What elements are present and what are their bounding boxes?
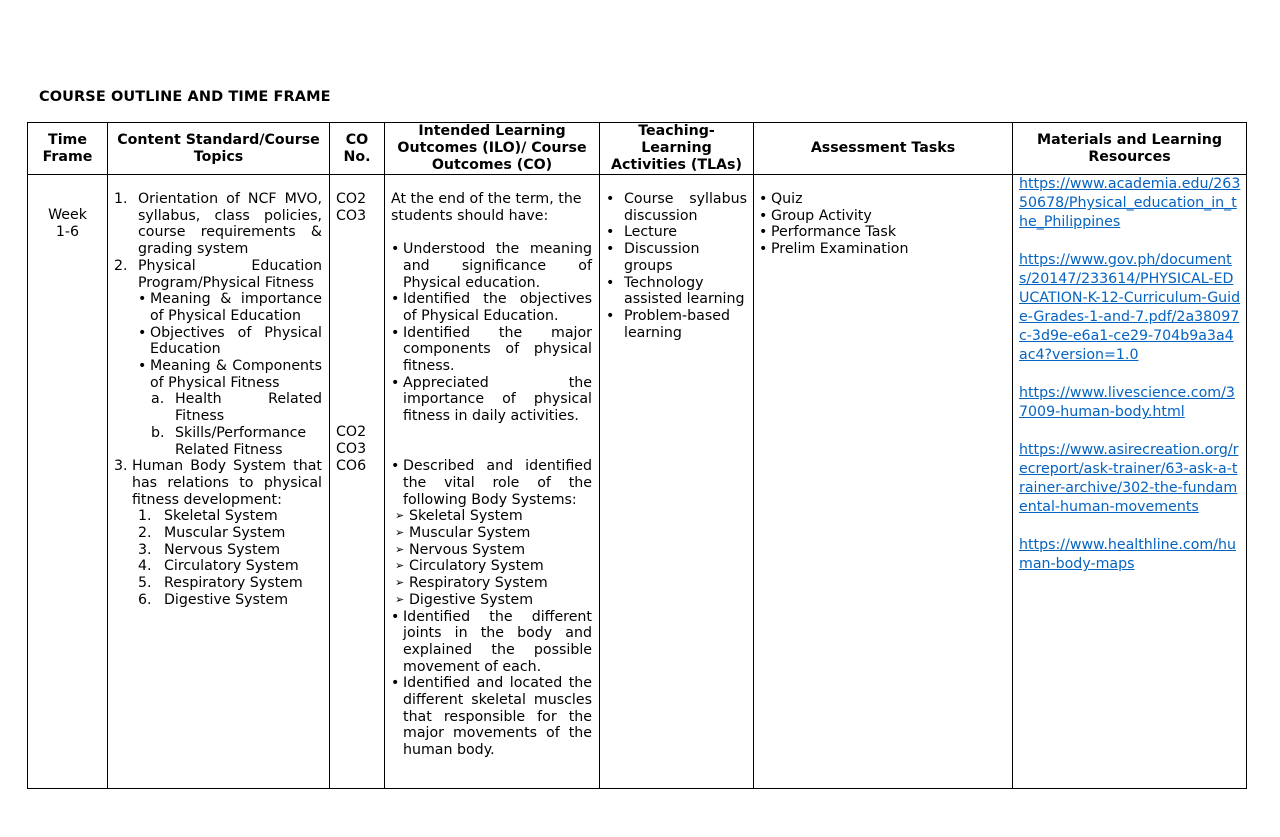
co-value: CO3 (336, 207, 367, 224)
ilo-item: • Described and identified the vital role of the following Body Systems: (391, 458, 592, 508)
ilo-system-item: ➢ Muscular System (395, 525, 531, 542)
bullet-icon: • (759, 224, 768, 241)
header-ilo: Intended Learning Outcomes (ILO)/ Course Outcomes (CO) (385, 123, 600, 175)
ilo-item: • Identified the objectives of Physical Education. (391, 291, 592, 324)
header-time-frame: Time Frame (28, 123, 108, 175)
topic-subitem: 3. Nervous System (138, 541, 281, 558)
resource-link[interactable]: https://www.asirecreation.org/recreport/ask-trainer/63-ask-a-trainer-archive/302-the-fundamental-human-movements (1019, 442, 1239, 515)
topic-subitem: 2. Muscular System (138, 525, 286, 542)
resource-link[interactable]: https://www.livescience.com/37009-human-body.html (1019, 385, 1235, 420)
assessment-cell (754, 175, 1013, 789)
topic-subitem: 4. Circulatory System (138, 558, 299, 575)
co-cell (330, 175, 385, 789)
ilo-item: • Identified the major components of physical fitness. (391, 324, 592, 375)
arrow-bullet-icon: ➢ (395, 592, 405, 606)
bullet-icon: • (606, 224, 615, 241)
subtopic-item: b. Skills/Performance Related Fitness (151, 424, 307, 458)
arrow-bullet-icon: ➢ (395, 526, 405, 540)
materials-cell (1013, 175, 1247, 789)
time-frame-value: Week 1-6 (48, 207, 87, 240)
bullet-icon: • (391, 608, 400, 625)
bullet-icon: • (606, 274, 615, 291)
resource-link[interactable]: https://www.gov.ph/documents/20147/233614/PHYSICAL-EDUCATION-K-12-Curriculum-Guide-Grades-1-and-7.pdf/2a38097c-3d9e-e6a1-ce29-704b9a3a4ac4?version=1.0 (1019, 252, 1241, 363)
bullet-icon: • (138, 324, 147, 341)
ilo-cell (385, 175, 600, 789)
tla-item: • Technology assisted learning (606, 274, 745, 308)
topic-item: 2. Physical Education Program/Physical Fitness (114, 257, 322, 291)
topic-subitem: 6. Digestive System (138, 591, 289, 608)
tla-item: • Discussion groups (606, 241, 700, 274)
assessment-item: • Quiz (759, 191, 803, 207)
bullet-icon: • (391, 291, 400, 308)
co-value: CO2 (336, 424, 367, 441)
topic-text: Orientation of NCF MVO, syllabus, class policies, course requirements & grading system (138, 191, 322, 258)
subtopic-item: • Meaning & Components of Physical Fitness (138, 358, 322, 391)
arrow-bullet-icon: ➢ (395, 542, 405, 556)
header-assessment: Assessment Tasks (754, 123, 1013, 175)
header-tla: Teaching-Learning Activities (TLAs) (600, 123, 754, 175)
ilo-system-item: ➢ Respiratory System (395, 575, 548, 592)
topic-text: Physical Education Program/Physical Fitness (138, 257, 322, 291)
co-value: CO3 (336, 441, 367, 458)
bullet-icon: • (391, 458, 400, 475)
bullet-icon: • (759, 191, 768, 207)
header-co-no: CO No. (330, 123, 385, 175)
bullet-icon: • (391, 675, 400, 692)
ilo-system-item: ➢ Nervous System (395, 541, 526, 558)
table-row (28, 175, 1247, 789)
resource-link[interactable]: https://www.healthline.com/human-body-maps (1019, 537, 1236, 572)
bullet-icon: • (606, 191, 615, 207)
header-materials: Materials and Learning Resources (1013, 123, 1247, 175)
bullet-icon: • (759, 207, 768, 224)
tla-item: • Lecture (606, 224, 677, 241)
bullet-icon: • (759, 241, 768, 258)
subtopic-item: • Meaning & importance of Physical Education (138, 291, 322, 324)
bullet-icon: • (391, 241, 400, 258)
topic-item: 1. Orientation of NCF MVO, syllabus, class policies, course requirements & grading system (114, 191, 322, 258)
co-value: CO6 (336, 457, 367, 474)
subtopic-item: a. Health Related Fitness (151, 391, 322, 425)
bullet-icon: • (606, 307, 615, 324)
ilo-intro: At the end of the term, the students should have: (391, 191, 582, 224)
page-title: COURSE OUTLINE AND TIME FRAME (39, 89, 331, 105)
ilo-item: • Identified and located the different skeletal muscles that responsible for the major movements of the human body. (391, 675, 592, 759)
arrow-bullet-icon: ➢ (395, 509, 405, 523)
assessment-item: • Group Activity (759, 207, 872, 224)
assessment-item: • Performance Task (759, 224, 897, 241)
ilo-item: • Identified the different joints in the body and explained the possible movement of each. (391, 608, 592, 675)
course-outline-table (27, 122, 1247, 789)
topics-cell (108, 175, 330, 789)
tla-cell (600, 175, 754, 789)
bullet-icon: • (138, 291, 147, 308)
topic-subitem: 1. Skeletal System (138, 508, 278, 525)
time-frame-cell (28, 175, 108, 789)
bullet-icon: • (606, 241, 615, 258)
arrow-bullet-icon: ➢ (395, 559, 405, 573)
ilo-system-item: ➢ Skeletal System (395, 508, 523, 525)
tla-item: • Course syllabus discussion (606, 191, 747, 224)
assessment-item: • Prelim Examination (759, 241, 909, 258)
ilo-system-item: ➢ Digestive System (395, 591, 534, 608)
topic-item: 3. Human Body System that has relations to physical fitness development: (114, 458, 322, 508)
co-group (336, 191, 384, 224)
topic-text: Human Body System that has relations to physical fitness development: (132, 458, 322, 508)
topic-subitem: 5. Respiratory System (138, 575, 303, 592)
co-group (336, 424, 384, 474)
header-content-topics: Content Standard/Course Topics (108, 123, 330, 175)
bullet-icon: • (391, 324, 400, 341)
table-header-row (28, 123, 1247, 175)
bullet-icon: • (138, 358, 147, 375)
co-value: CO2 (336, 191, 367, 207)
resource-link[interactable]: https://www.academia.edu/26350678/Physical_education_in_the_Philippines (1019, 176, 1241, 230)
bullet-icon: • (391, 374, 400, 391)
subtopic-item: • Objectives of Physical Education (138, 324, 322, 358)
ilo-system-item: ➢ Circulatory System (395, 558, 544, 575)
ilo-item: • Appreciated the importance of physical fitness in daily activities. (391, 374, 592, 425)
arrow-bullet-icon: ➢ (395, 576, 405, 590)
tla-item: • Problem-based learning (606, 307, 730, 341)
ilo-item: • Understood the meaning and significance of Physical education. (391, 241, 592, 291)
